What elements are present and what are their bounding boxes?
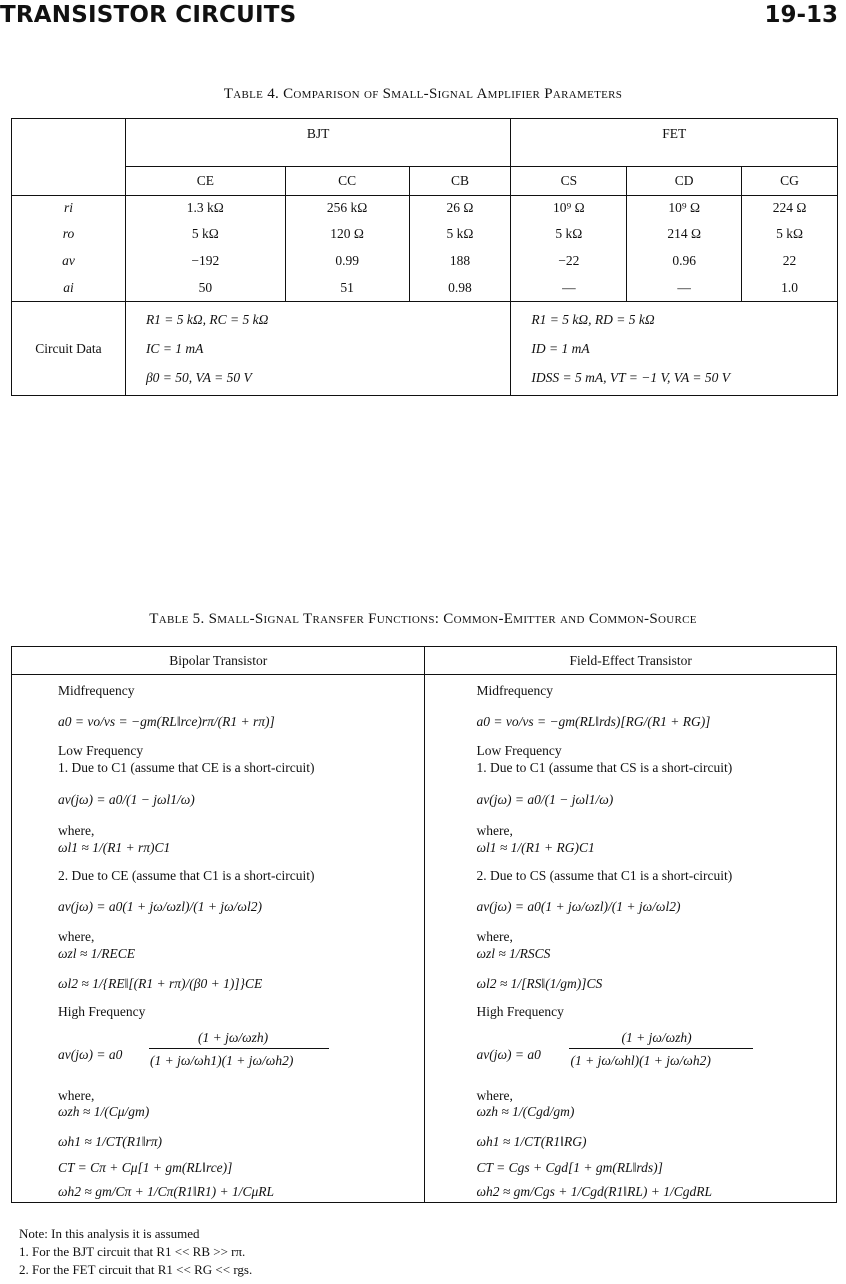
equation: ωl2 ≈ 1/[RS‖(1/gm)]CS bbox=[476, 976, 603, 991]
table-row bbox=[12, 221, 838, 248]
section-heading: High Frequency bbox=[58, 1004, 146, 1019]
equation: ωl2 ≈ 1/{RE‖[(R1 + rπ)/(β0 + 1)]}CE bbox=[58, 976, 263, 991]
text-line: 2. Due to CS (assume that C1 is a short-circuit) bbox=[476, 868, 733, 883]
text-line: 1. Due to C1 (assume that CS is a short-circuit) bbox=[476, 760, 733, 775]
equation: ωh1 ≈ 1/CT(R1‖rπ) bbox=[58, 1134, 162, 1149]
group-header-bjt: BJT bbox=[125, 119, 510, 167]
equation: av(jω) = a0(1 + jω/ωzl)/(1 + jω/ωl2) bbox=[476, 899, 681, 914]
column-header: CE bbox=[125, 167, 285, 196]
fet-column-heading: Field-Effect Transistor bbox=[425, 647, 837, 675]
equation: CT = Cgs + Cgd[1 + gm(RL‖rds)] bbox=[476, 1160, 663, 1175]
table-cell: 1.0 bbox=[742, 275, 838, 302]
circuit-data-label: Circuit Data bbox=[12, 302, 126, 396]
text-line: where, bbox=[476, 823, 513, 838]
hf-numerator: (1 + jω/ωzh) bbox=[198, 1030, 269, 1045]
row-symbol: ro bbox=[12, 221, 126, 248]
row-symbol: ri bbox=[12, 196, 126, 221]
table-cell: 50 bbox=[125, 275, 285, 302]
table-cell: 5 kΩ bbox=[409, 221, 511, 248]
section-heading: Low Frequency bbox=[58, 743, 144, 758]
column-header: CC bbox=[285, 167, 409, 196]
note-item: 2. For the FET circuit that R1 << RG << rgs. bbox=[19, 1262, 253, 1277]
table-cell: 256 kΩ bbox=[285, 196, 409, 221]
table-cell: 214 Ω bbox=[627, 221, 742, 248]
table-cell: −22 bbox=[511, 248, 627, 275]
equation: ωzh ≈ 1/(Cμ/gm) bbox=[58, 1104, 150, 1119]
column-header: CG bbox=[742, 167, 838, 196]
equation: ωh2 ≈ gm/Cπ + 1/Cπ(R1‖R1) + 1/CμRL bbox=[58, 1184, 275, 1199]
section-title: TRANSISTOR CIRCUITS bbox=[0, 2, 297, 28]
section-heading: Midfrequency bbox=[476, 683, 553, 698]
fet-circuit-data: R1 = 5 kΩ, RD = 5 kΩ ID = 1 mA IDSS = 5 mA, VT = −1 V, VA = 50 V bbox=[511, 302, 838, 396]
table-cell: 5 kΩ bbox=[511, 221, 627, 248]
text-line: where, bbox=[58, 823, 95, 838]
equation: ωh2 ≈ gm/Cgs + 1/Cgd(R1‖RL) + 1/CgdRL bbox=[476, 1184, 712, 1199]
bjt-transfer-functions bbox=[12, 675, 425, 1203]
equation: ωl1 ≈ 1/(R1 + rπ)C1 bbox=[58, 840, 171, 855]
equation: av(jω) = a0(1 + jω/ωzl)/(1 + jω/ωl2) bbox=[58, 899, 262, 914]
table-cell: 0.96 bbox=[627, 248, 742, 275]
equation: av(jω) = a0/(1 − jωl1/ω) bbox=[58, 792, 195, 807]
equation: ωzl ≈ 1/RECE bbox=[58, 946, 135, 961]
equation: CT = Cπ + Cμ[1 + gm(RL‖rce)] bbox=[58, 1160, 233, 1175]
table-cell: 10⁹ Ω bbox=[627, 196, 742, 221]
equation: a0 = vo/vs = −gm(RL‖rce)rπ/(R1 + rπ)] bbox=[58, 714, 275, 729]
equation: ωh1 ≈ 1/CT(R1‖RG) bbox=[476, 1134, 587, 1149]
fraction-bar bbox=[569, 1048, 753, 1049]
note-item: 1. For the BJT circuit that R1 << RB >> rπ. bbox=[19, 1244, 246, 1259]
section-heading: Low Frequency bbox=[476, 743, 562, 758]
hf-denominator: (1 + jω/ωhl)(1 + jω/ωh2) bbox=[570, 1053, 711, 1068]
table-cell: 22 bbox=[742, 248, 838, 275]
text-line: 2. Due to CE (assume that C1 is a short-circuit) bbox=[58, 868, 315, 883]
table-cell: 1.3 kΩ bbox=[125, 196, 285, 221]
equation: a0 = vo/vs = −gm(RL‖rds)[RG/(R1 + RG)] bbox=[476, 714, 711, 729]
corner-cell bbox=[12, 119, 126, 167]
row-symbol: ai bbox=[12, 275, 126, 302]
text-line: where, bbox=[58, 929, 95, 944]
table4-caption: Table 4. Comparison of Small-Signal Amplifier Parameters bbox=[223, 86, 623, 102]
section-heading: High Frequency bbox=[476, 1004, 564, 1019]
amplifier-parameters-table bbox=[11, 118, 838, 396]
transfer-functions-table bbox=[11, 646, 837, 1203]
table-cell: 5 kΩ bbox=[125, 221, 285, 248]
group-header-fet: FET bbox=[511, 119, 838, 167]
table-cell: 0.99 bbox=[285, 248, 409, 275]
fet-transfer-functions bbox=[425, 675, 837, 1203]
hf-lhs: av(jω) = a0 bbox=[476, 1047, 541, 1062]
table5-caption: Table 5. Small-Signal Transfer Functions: Common-Emitter and Common-Source bbox=[149, 611, 697, 627]
equation: ωzh ≈ 1/(Cgd/gm) bbox=[476, 1104, 575, 1119]
table-cell: −192 bbox=[125, 248, 285, 275]
table-cell: 120 Ω bbox=[285, 221, 409, 248]
table-cell: 224 Ω bbox=[742, 196, 838, 221]
text-line: where, bbox=[476, 929, 513, 944]
table-cell: 10⁹ Ω bbox=[511, 196, 627, 221]
hf-lhs: av(jω) = a0 bbox=[58, 1047, 123, 1062]
table-cell: 26 Ω bbox=[409, 196, 511, 221]
fraction-bar bbox=[149, 1048, 329, 1049]
text-line: where, bbox=[476, 1088, 513, 1103]
page-number: 19-13 bbox=[764, 2, 838, 28]
table-row bbox=[12, 196, 838, 221]
table-row bbox=[12, 248, 838, 275]
table-cell: 188 bbox=[409, 248, 511, 275]
table-cell: 51 bbox=[285, 275, 409, 302]
hf-denominator: (1 + jω/ωh1)(1 + jω/ωh2) bbox=[150, 1053, 294, 1068]
table-row bbox=[12, 275, 838, 302]
table-cell: — bbox=[627, 275, 742, 302]
hf-numerator: (1 + jω/ωzh) bbox=[621, 1030, 692, 1045]
text-line: where, bbox=[58, 1088, 95, 1103]
column-header: CD bbox=[627, 167, 742, 196]
equation: ωl1 ≈ 1/(R1 + RG)C1 bbox=[476, 840, 595, 855]
column-header: CB bbox=[409, 167, 511, 196]
bjt-circuit-data: R1 = 5 kΩ, RC = 5 kΩ IC = 1 mA β0 = 50, VA = 50 V bbox=[125, 302, 510, 396]
table-cell: 5 kΩ bbox=[742, 221, 838, 248]
row-symbol: av bbox=[12, 248, 126, 275]
text-line: 1. Due to C1 (assume that CE is a short-circuit) bbox=[58, 760, 315, 775]
column-header: CS bbox=[511, 167, 627, 196]
table-cell: 0.98 bbox=[409, 275, 511, 302]
note-heading: Note: In this analysis it is assumed bbox=[19, 1226, 200, 1241]
equation: av(jω) = a0/(1 − jωl1/ω) bbox=[476, 792, 614, 807]
section-heading: Midfrequency bbox=[58, 683, 135, 698]
bjt-column-heading: Bipolar Transistor bbox=[12, 647, 425, 675]
equation: ωzl ≈ 1/RSCS bbox=[476, 946, 551, 961]
table-cell: — bbox=[511, 275, 627, 302]
